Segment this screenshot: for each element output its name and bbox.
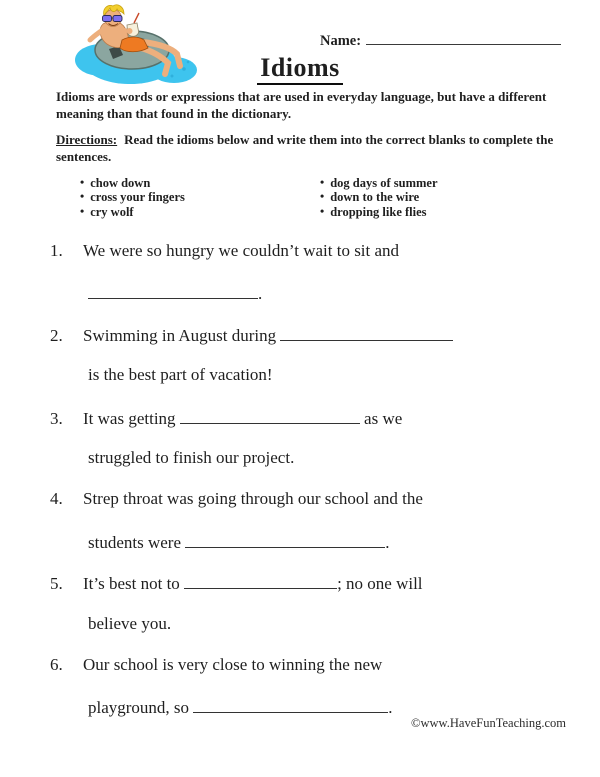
sentence-line — [50, 488, 585, 529]
word-bank-right-column — [320, 176, 438, 219]
answer-blank[interactable] — [180, 406, 360, 424]
sentence-text: Strep throat was going through our school and the — [83, 489, 423, 509]
sentence-line — [50, 447, 585, 488]
sentence-text: Swimming in August during — [83, 325, 281, 345]
answer-blank[interactable] — [280, 323, 453, 341]
word-bank-item — [320, 205, 438, 219]
sentence-line — [50, 406, 585, 447]
sentence-number: 3. — [50, 408, 63, 428]
sentence-line — [50, 323, 585, 364]
answer-blank[interactable] — [184, 571, 337, 589]
sentence-text: is the best part of vacation! — [88, 365, 273, 385]
word-bank-left-column — [80, 176, 185, 219]
sentence-text: We were so hungry we couldn’t wait to sit and — [83, 241, 400, 260]
name-line — [320, 30, 561, 50]
sentence-text: believe you. — [88, 613, 172, 633]
bullet-icon: • — [320, 175, 325, 189]
sentence-number: 2. — [50, 325, 63, 345]
word-bank-item-label: chow down — [90, 176, 151, 190]
sentence-line — [50, 364, 585, 405]
sentence-text: It was getting — [83, 408, 180, 428]
title-wrap — [0, 53, 600, 85]
sentence-number: 5. — [50, 574, 63, 594]
sentence-line — [50, 530, 585, 571]
word-bank-item-label: dropping like flies — [330, 204, 427, 219]
word-bank-item — [80, 205, 185, 219]
word-bank-item — [80, 176, 185, 190]
swimmer-hand — [127, 28, 133, 34]
sentence-item — [50, 323, 585, 406]
word-bank-item — [320, 176, 438, 190]
sentence-line — [50, 240, 585, 281]
page-title: Idioms — [257, 53, 343, 85]
word-bank-item — [320, 190, 438, 204]
sentence-item — [50, 571, 585, 654]
sentence-number: 4. — [50, 489, 63, 509]
directions-body: Read the idioms below and write them into the correct blanks to complete the sentences. — [56, 132, 554, 164]
answer-blank[interactable] — [88, 281, 258, 299]
answer-blank[interactable] — [185, 530, 385, 548]
answer-blank[interactable] — [193, 695, 388, 713]
word-bank-item-label: down to the wire — [330, 190, 420, 205]
sentence-item — [50, 240, 585, 323]
drink-straw — [134, 13, 139, 23]
sentence-text: It’s best not to — [83, 574, 185, 594]
sentence-text: students were — [88, 532, 186, 552]
word-bank-item-label: cross your fingers — [90, 190, 185, 205]
description-text: Idioms are words or expressions that are used in everyday language, but have a different meaning than that found in the dictionary. — [56, 89, 547, 121]
bullet-icon: • — [320, 203, 325, 218]
directions-label: Directions: — [56, 132, 118, 147]
sentence-line — [50, 571, 585, 612]
sentence-text: ; no one will — [337, 574, 423, 594]
sentence-text: Our school is very close to winning the new — [83, 654, 383, 674]
sentence-item — [50, 406, 585, 489]
sentence-number: 6. — [50, 654, 63, 674]
bullet-icon: • — [320, 189, 325, 204]
sentence-item — [50, 488, 585, 571]
sentence-text: . — [258, 284, 263, 304]
sentence-text: playground, so — [88, 698, 194, 718]
word-bank-item-label: dog days of summer — [330, 176, 438, 190]
sentence-text: . — [388, 698, 393, 718]
bullet-icon: • — [80, 203, 85, 218]
sentence-text: struggled to finish our project. — [88, 447, 295, 467]
sentence-text: as we — [359, 408, 403, 428]
sentence-list — [50, 236, 585, 737]
sentence-line — [50, 613, 585, 654]
bullet-icon: • — [80, 175, 85, 189]
sentence-line — [50, 281, 585, 322]
word-bank-item — [80, 190, 185, 204]
directions-paragraph — [56, 131, 561, 165]
name-input-blank[interactable] — [366, 30, 561, 45]
bullet-icon: • — [80, 189, 85, 204]
sentence-number: 1. — [50, 241, 63, 260]
word-bank-item-label: cry wolf — [90, 204, 134, 219]
footer-credit: ©www.HaveFunTeaching.com — [411, 716, 566, 730]
sentence-text: . — [385, 532, 390, 552]
name-label: Name: — [320, 33, 362, 49]
sentence-line — [50, 654, 585, 695]
